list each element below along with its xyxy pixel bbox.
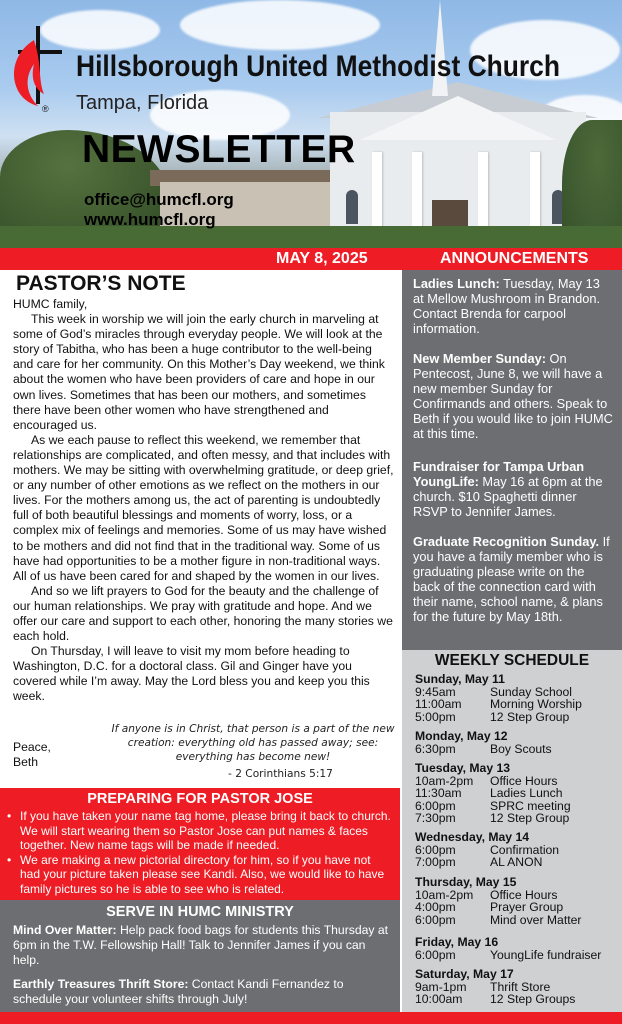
schedule-row <box>415 787 615 800</box>
event-time: 11:00am <box>415 697 462 712</box>
schedule-row <box>415 711 615 724</box>
weekly-schedule <box>402 650 622 1012</box>
event-name: AL ANON <box>490 855 543 870</box>
event-name: Sunday School <box>490 684 572 699</box>
event-time: 4:00pm <box>415 900 456 915</box>
schedule-day <box>415 968 615 1006</box>
event-time: 10am-2pm <box>415 887 474 902</box>
day-name: Friday, May 16 <box>415 935 499 949</box>
schedule-row <box>415 856 615 869</box>
schedule-row <box>415 993 615 1006</box>
schedule-day <box>415 831 615 869</box>
scripture-verse: If anyone is in Christ, that person is a part of the new creation: everything old has passed away; see: everything has become new! <box>111 723 395 763</box>
pastor-note-title: PASTOR’S NOTE <box>16 272 186 295</box>
schedule-row <box>415 698 615 711</box>
event-name: Office Hours <box>490 887 558 902</box>
pastor-paragraph: On Thursday, I will leave to visit my mom before heading to Washington, D.C. for a doctoral class. Gil and Ginger have you covered while I’m away. May the Lord bless you and keep you this week. <box>13 644 370 704</box>
footer-bar <box>0 1012 622 1024</box>
event-time: 10:00am <box>415 992 463 1007</box>
announcement-item <box>413 276 613 336</box>
preparing-title: PREPARING FOR PASTOR JOSE <box>87 791 313 807</box>
list-item: • If you have taken your name tag home, please bring it back to church. We will start wearing them so Pastor Jose can put names & faces together. New name tags will be made if needed. <box>20 809 392 853</box>
pastor-paragraph: This week in worship we will join the early church in marveling at some of God’s miracles through everyday people. We will look at the story of Tabitha, who has been a huge contributor to the well-being and care for her community. On this Mother’s Day weekend, we think about the women who have been providers of care and hope in our own lives. Sometimes that has been our mothers, and sometimes there have been other women who have strengthened and encouraged us. <box>13 312 385 432</box>
newsletter-heading: NEWSLETTER <box>82 128 356 171</box>
event-name: Mind over Matter <box>490 912 582 927</box>
announcement-text: Tuesday, May 13 at Mellow Mushroom in Brandon. Contact Brenda for carpool information. <box>413 276 601 336</box>
list-item: • We are making a new pictorial directory for him, so if you have not had your picture taken please see Kandi. Also, we would like to have family pictures so he is able to see who is related. <box>20 853 392 897</box>
contact-website[interactable]: www.humcfl.org <box>84 210 216 229</box>
schedule-day <box>415 936 615 961</box>
cross-and-flame-icon <box>4 24 64 116</box>
announcement-label: New Member Sunday: <box>413 351 546 366</box>
announcement-label: Fundraiser for Tampa Urban YoungLife: <box>413 459 585 489</box>
event-time: 6:00pm <box>415 798 456 813</box>
scripture-reference: - 2 Corinthians 5:17 <box>228 768 333 780</box>
event-time: 7:00pm <box>415 855 456 870</box>
schedule-row <box>415 743 615 756</box>
event-time: 10am-2pm <box>415 773 474 788</box>
announcement-item <box>413 459 613 519</box>
pastor-paragraph: As we each pause to reflect this weekend, we remember that relationships are complicated, and often messy, and that includes with mothers. We may be sitting with overwhelming gratitude, or deep grief, or any number of other emotions as we reflect on the mothers in our lives. For the mothers among us, the act of parenting is undoubtedly full of both beautiful blessings and moments of worry, loss, or a complex mix of feelings and memories. Some of us may have wished to be mothers and did not find that in the traditional way. Some of us have had opportunities to be a mother figure in non-traditional ways. All of us have been cared for and shaped by the women in our lives. <box>13 432 394 583</box>
signoff-text: Peace, <box>13 740 51 754</box>
event-name: Morning Worship <box>490 697 582 712</box>
event-time: 11:30am <box>415 786 462 801</box>
schedule-day <box>415 730 615 755</box>
schedule-row <box>415 812 615 825</box>
announcement-text: May 16 at 6pm at the church. $10 Spaghetti dinner RSVP to Jennifer James. <box>413 474 603 519</box>
schedule-day <box>415 876 615 926</box>
schedule-day <box>415 762 615 825</box>
church-window <box>346 190 358 224</box>
day-name: Saturday, May 17 <box>415 967 514 981</box>
day-name: Tuesday, May 13 <box>415 761 511 775</box>
serve-item-label: Earthly Treasures Thrift Store: <box>13 977 189 991</box>
event-name: Boy Scouts <box>490 741 552 756</box>
event-name: Thrift Store <box>490 979 551 994</box>
svg-text:®: ® <box>42 104 49 114</box>
announcement-label: Graduate Recognition Sunday. <box>413 534 600 549</box>
schedule-day <box>415 673 615 723</box>
event-time: 9am-1pm <box>415 979 467 994</box>
cloud <box>180 0 380 50</box>
announcement-item <box>413 351 613 441</box>
header-banner <box>0 0 622 248</box>
day-name: Monday, May 12 <box>415 729 508 743</box>
serve-section <box>0 900 400 1024</box>
event-name: Ladies Lunch <box>490 786 563 801</box>
event-name: YoungLife fundraiser <box>490 947 602 962</box>
announcement-label: Ladies Lunch: <box>413 276 500 291</box>
signature-name: Beth <box>13 755 39 769</box>
event-time: 6:00pm <box>415 912 456 927</box>
event-name: 12 Step Group <box>490 811 570 826</box>
day-name: Sunday, May 11 <box>415 672 505 686</box>
church-name: Hillsborough United Methodist Church <box>76 50 560 83</box>
event-name: 12 Step Group <box>490 709 570 724</box>
serve-item <box>13 977 393 1007</box>
event-time: 6:00pm <box>415 947 456 962</box>
schedule-row <box>415 914 615 927</box>
event-name: SPRC meeting <box>490 798 571 813</box>
church-location: Tampa, Florida <box>76 92 209 114</box>
event-time: 6:30pm <box>415 741 456 756</box>
pastor-paragraph: And so we lift prayers to God for the beauty and the challenge of our human relationships. We pray with gratitude and hope. And we offer our care and support to each other, honoring the many stories we each hold. <box>13 583 393 644</box>
event-time: 5:00pm <box>415 709 456 724</box>
schedule-title: WEEKLY SCHEDULE <box>434 652 590 669</box>
announcements-panel <box>402 270 622 650</box>
event-time: 6:00pm <box>415 842 456 857</box>
serve-item <box>13 923 393 968</box>
announcements-heading: ANNOUNCEMENTS <box>440 250 589 267</box>
announcement-item <box>413 534 613 624</box>
event-name: Confirmation <box>490 842 560 857</box>
serve-item-label: Mind Over Matter: <box>13 923 117 937</box>
schedule-row <box>415 949 615 962</box>
event-name: Prayer Group <box>490 900 564 915</box>
day-name: Wednesday, May 14 <box>415 830 530 844</box>
pastor-note-body <box>13 297 395 705</box>
serve-title: SERVE IN HUMC MINISTRY <box>106 904 294 920</box>
event-time: 9:45am <box>415 684 456 699</box>
issue-date: MAY 8, 2025 <box>276 250 368 267</box>
event-time: 7:30pm <box>415 811 456 826</box>
event-name: Office Hours <box>490 773 558 788</box>
date-bar <box>0 248 622 270</box>
event-name: 12 Step Groups <box>490 992 576 1007</box>
serve-item-text: Help pack food bags for students this Thursday at 6pm in the T.W. Fellowship Hall! Talk to Jennifer James if you can help. <box>13 923 389 967</box>
preparing-list <box>20 809 392 896</box>
contact-email[interactable]: office@humcfl.org <box>84 190 234 209</box>
pastor-greeting: HUMC family, <box>13 297 88 311</box>
announcement-text: If you have a family member who is graduating please write on the back of the connection card with their name, school name, & plans for the future by May 18th. <box>413 534 610 624</box>
pastor-signoff <box>13 740 51 770</box>
preparing-section <box>0 788 400 900</box>
schedule-row <box>415 901 615 914</box>
day-name: Thursday, May 15 <box>415 875 517 889</box>
serve-item-text: Contact Kandi Fernandez to schedule your volunteer shifts through July! <box>13 977 344 1006</box>
announcement-text: On Pentecost, June 8, we will have a new member Sunday for Confirmands and others. Speak to Beth if you would like to join HUMC at this time. <box>413 351 613 441</box>
